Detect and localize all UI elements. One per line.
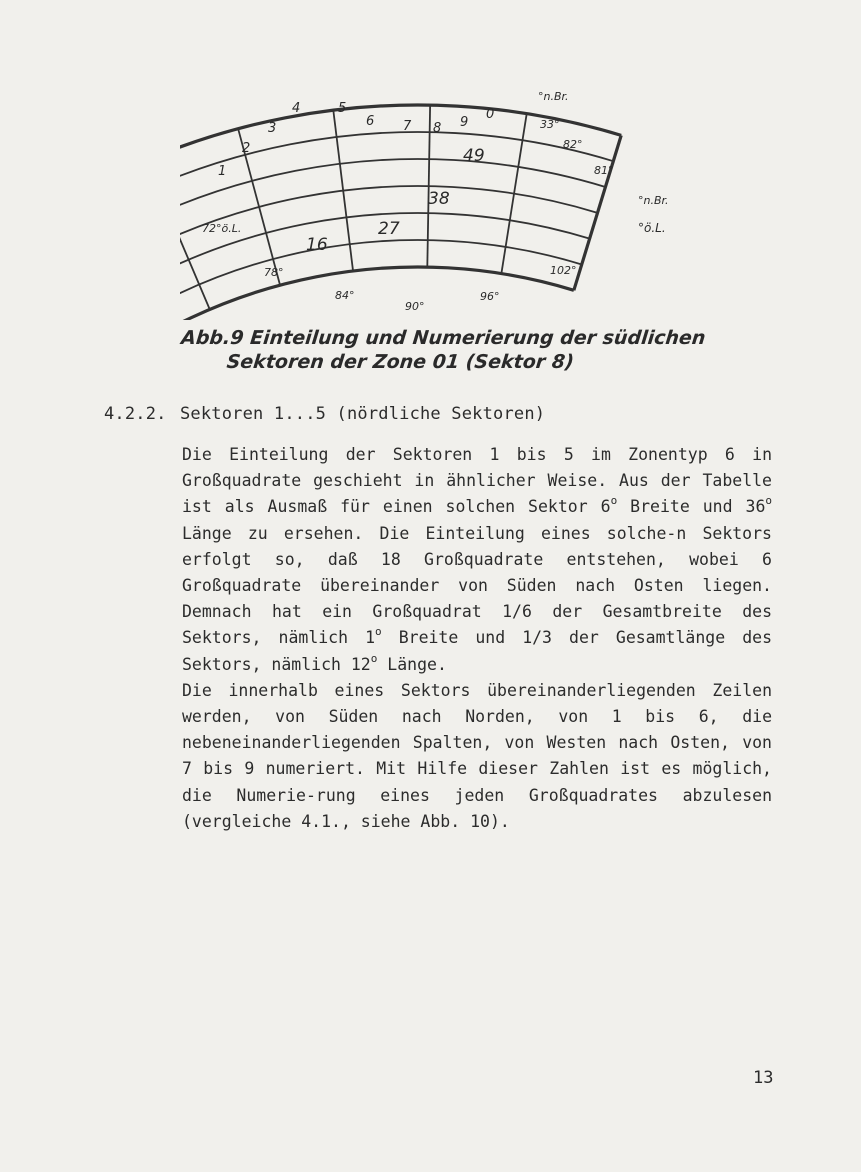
column-number: 0 [486, 107, 495, 122]
latitude-label: 81° [594, 164, 614, 177]
degree-mark: o [375, 625, 382, 639]
section-number: 4.2.2. [104, 404, 167, 424]
caption-line-1: Abb.9 Einteilung und Numerierung der südlichen [180, 327, 707, 349]
body-text [182, 442, 772, 835]
longitude-label: 78° [264, 266, 284, 279]
cell-number: 16 [306, 235, 328, 255]
longitude-label: 102° [550, 264, 577, 277]
degree-mark: o [765, 494, 772, 508]
figure-caption [177, 326, 722, 374]
section-title: Sektoren 1...5 (nördliche Sektoren) [180, 404, 546, 424]
section-heading [104, 404, 545, 424]
column-number: 8 [433, 121, 442, 136]
paragraph-1 [182, 442, 772, 678]
paragraph-1-part-d: Breite und 1/3 der Gesamtlänge des Sektors, nämlich 12 [182, 628, 772, 674]
column-number: 7 [403, 119, 412, 134]
page-number: 13 [753, 1068, 774, 1088]
degree-mark: o [610, 494, 618, 508]
latitude-label: 82° [563, 138, 583, 151]
column-number: 4 [292, 101, 301, 116]
cell-number: 27 [378, 219, 400, 239]
cell-number: 49 [463, 146, 485, 166]
grid-arc [180, 240, 582, 320]
paragraph-2: Die innerhalb eines Sektors übereinanderliegenden Zeilen werden, von Süden nach Norden, von 1 bis 6, die nebeneinanderliegenden Spalten, von Westen nach Osten, von 7 bis 9 numeriert. Mit Hilfe dieser Zahlen ist es möglich, die Numerie-rung eines jeden Großquadrates abzulesen (vergleiche 4.1., siehe Abb. 10). [182, 680, 772, 831]
column-number: 3 [268, 121, 277, 136]
paragraph-1-part-b: Breite und 36 [617, 497, 766, 517]
column-number: 9 [460, 115, 469, 130]
column-number: 1 [218, 164, 227, 179]
grid-arc [180, 267, 574, 320]
lon-unit-label-right: °ö.L. [638, 221, 666, 235]
paragraph-1-part-a: Die Einteilung der Sektoren 1 bis 5 im Zonentyp 6 in Großquadrate geschieht in ähnlicher Weise. Aus der Tabelle ist als Ausmaß für einen solchen Sektor 6 [182, 445, 772, 517]
grid-radial [574, 135, 621, 290]
caption-line-2: Sektoren der Zone 01 (Sektor 8) [225, 351, 575, 373]
cell-number: 38 [428, 189, 450, 209]
longitude-label: 84° [335, 289, 355, 302]
column-number: 6 [366, 114, 375, 129]
column-number: 2 [242, 141, 251, 156]
figure-labels [202, 90, 669, 313]
paragraph-1-part-c: Länge zu ersehen. Die Einteilung eines solche-n Sektors erfolgt so, daß 18 Großquadrate entstehen, wobei 6 Großquadrate übereinander von Süden nach Osten liegen. Demnach hat ein Großquadrat 1/6 der Gesamtbreite des Sektors, nämlich 1 [182, 523, 772, 648]
sector-grid [180, 105, 621, 320]
degree-mark: o [370, 651, 378, 665]
lat-unit-label-right: °n.Br. [638, 194, 669, 207]
latitude-label: 33° [540, 118, 560, 131]
column-number: 5 [338, 101, 347, 116]
longitude-label: 90° [405, 300, 425, 313]
longitude-label: 96° [480, 290, 500, 303]
paragraph-1-part-e: Länge. [377, 654, 447, 674]
sector-diagram [180, 80, 740, 320]
longitude-left-label: 72°ö.L. [202, 222, 242, 235]
lat-unit-label: °n.Br. [538, 90, 569, 103]
